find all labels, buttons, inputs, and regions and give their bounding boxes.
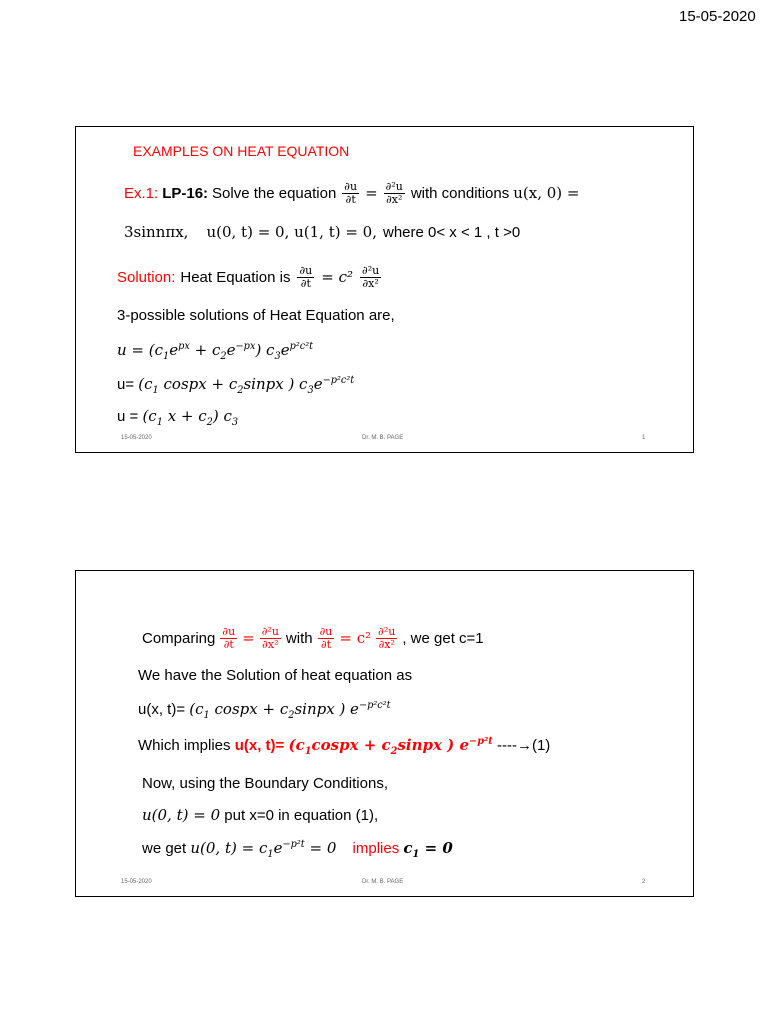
- with-conditions-text: with conditions: [410, 184, 510, 202]
- equals-sign: =: [242, 629, 255, 648]
- initial-condition: u(x, 0) =: [513, 184, 580, 203]
- slide-footer-date: 15-05-2020: [121, 435, 152, 441]
- du-dt-fraction: $\frac{\partial u}{\partial t}$: [299, 264, 313, 290]
- domain-text: where 0< x < 1 , t >0: [383, 223, 521, 241]
- which-implies-text: Which implies: [138, 737, 231, 754]
- solution-line: [117, 265, 383, 289]
- u0t-result: u(0, $t) = c_1e^{-p^2t} = 0$: [190, 839, 337, 860]
- equation-arrow: ----→(1): [496, 737, 551, 754]
- c1-result-line: [142, 839, 453, 860]
- put-text: put x=0 in equation (1),: [224, 807, 379, 824]
- du-dt-fraction: $\frac{\partial u}{\partial t}$: [344, 180, 358, 206]
- possible-solutions-text: 3-possible solutions of Heat Equation are,: [117, 307, 395, 324]
- slide-title: EXAMPLES ON HEAT EQUATION: [133, 143, 350, 159]
- initial-value: 3sinnπx,: [124, 223, 189, 241]
- slide-footer-author: Dr. M. B. PAGE: [362, 435, 404, 441]
- general-solution-formula: ($c_1$ cospx + $c_2sinpx$ ) $e^{-p^2c^2t}$: [189, 700, 391, 721]
- heat-eq-rhs: = c²: [339, 629, 372, 648]
- boundary-conditions: u(0, t) = 0, u(1, t) = 0,: [206, 223, 377, 241]
- slide-footer-date: 15-05-2020: [121, 879, 152, 885]
- d2u-dx2-fraction: $\frac{\text{∂²u}}{\text{∂x²}}$: [261, 625, 279, 651]
- general-solution-line: [138, 700, 391, 721]
- page-date: 15-05-2020: [679, 8, 756, 25]
- du-dt-fraction: $\frac{\partial u}{\partial t}$: [222, 625, 236, 651]
- solution-formula-2: $u= (c_1$ cospx + $c_2sinpx$ ) $c_3e^{-p^2c^2t}$: [117, 375, 355, 396]
- equals-sign: =: [365, 184, 378, 203]
- u-xt-red-label: u(x, t)=: [234, 737, 285, 754]
- d2u-dx2-fraction: $\frac{\text{∂²u}}{\text{∂x²}}$: [362, 264, 380, 290]
- conditions-line: [124, 223, 520, 241]
- slide-2: [75, 570, 694, 897]
- boundary-substitution-line: [142, 806, 378, 824]
- solution-label: Solution:: [117, 268, 176, 286]
- u0t-equation: u(0, t) = 0: [142, 806, 221, 824]
- slide-footer-page: 2: [642, 879, 646, 885]
- we-get-c-text: , we get c=1: [402, 629, 484, 647]
- solution-formula-1: $u = (c_1e^{px} + c_2e^{-px})$ $c_3e^{p^2c^2t}$: [117, 341, 314, 362]
- d2u-dx2-fraction: $\frac{\text{∂²u}}{\text{∂x²}}$: [378, 625, 396, 651]
- have-solution-text: We have the Solution of heat equation as: [138, 667, 413, 684]
- slide-footer-page: 1: [642, 435, 646, 441]
- slide-1: [75, 126, 694, 453]
- lp-label: LP-16:: [162, 184, 209, 202]
- u-xt-label: u(x, t)=: [138, 701, 186, 718]
- comparing-text: Comparing: [142, 629, 216, 647]
- comparing-line: [142, 626, 484, 650]
- solve-text: Solve the equation: [212, 184, 337, 202]
- c1-zero: $c_1 = 0$: [403, 839, 453, 860]
- implied-solution-line: [138, 736, 551, 757]
- d2u-dx2-fraction: $\frac{\text{∂²u}}{\text{∂x²}}$: [385, 180, 403, 206]
- with-text: with: [285, 629, 313, 647]
- implied-solution-formula: ($c_1cospx$ + $c_2sinpx$ ) $e^{-p^2t}$: [288, 736, 493, 757]
- heat-eq-text: Heat Equation is: [180, 268, 291, 286]
- example-label: Ex.1:: [124, 184, 159, 202]
- slide-footer-author: Dr. M. B. PAGE: [362, 879, 404, 885]
- we-get-text: we get: [142, 840, 187, 857]
- solution-formula-3: $u = (c_1$ $x + c_2$) $c_3$: [117, 407, 239, 428]
- example-statement-line: [124, 181, 579, 205]
- implies-text: implies: [352, 840, 400, 857]
- now-using-text: Now, using the Boundary Conditions,: [142, 775, 388, 792]
- heat-eq-rhs: = c²: [321, 268, 353, 287]
- du-dt-fraction: $\frac{\partial u}{\partial t}$: [319, 625, 333, 651]
